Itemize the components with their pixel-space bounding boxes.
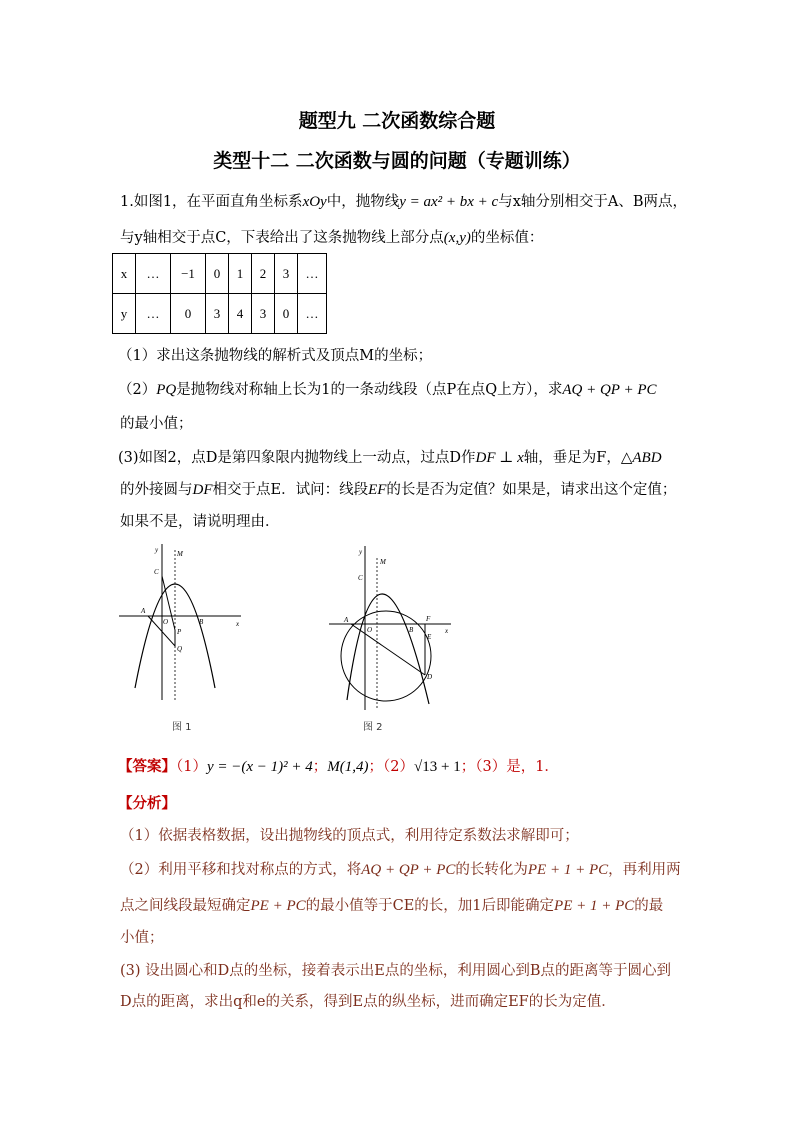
figure-1 [115, 540, 250, 715]
table-row-x: x … −1 0 1 2 3 … [113, 254, 327, 294]
problem-line-1: 1.如图1，在平面直角坐标系xOy中，抛物线y = ax² + bx + c与x轴分别相交于A、B两点， [120, 194, 688, 210]
question-2-cont: 的最小值； [120, 416, 193, 432]
svg-text:P: P [177, 628, 182, 636]
svg-text:M: M [380, 558, 386, 566]
analysis-2-line-3: 小值； [120, 930, 164, 946]
question-3-line-2: 的外接圆与DF相交于点E．试问：线段EF的长是否为定值？如果是，请求出这个定值； [120, 482, 677, 498]
svg-text:C: C [154, 568, 159, 576]
question-3: (3)如图2，点D是第四象限内抛物线上一动点，过点D作DF ⊥ x轴，垂足为F，△ABD [118, 450, 662, 466]
main-title: 题型九 二次函数综合题 [298, 110, 496, 132]
svg-text:A: A [141, 607, 146, 615]
svg-text:F: F [426, 615, 431, 623]
svg-text:E: E [427, 633, 432, 641]
svg-text:Q: Q [177, 645, 183, 653]
problem-line-2: 与y轴相交于点C，下表给出了这条抛物线上部分点(x,y)的坐标值： [120, 230, 544, 246]
svg-text:x: x [445, 627, 449, 635]
svg-text:O: O [163, 618, 169, 626]
svg-text:C: C [358, 574, 363, 582]
question-1: （1）求出这条抛物线的解析式及顶点M的坐标； [118, 348, 433, 364]
svg-text:O: O [367, 626, 373, 634]
analysis-1: （1）依据表格数据，设出抛物线的顶点式，利用待定系数法求解即可； [120, 828, 579, 844]
question-3-line-3: 如果不是，请说明理由． [120, 514, 280, 530]
analysis-3: (3) 设出圆心和D点的坐标，接着表示出E点的坐标，利用圆心到B点的距离等于圆心到 [120, 963, 672, 979]
answer-line: 【答案】（1）y = −(x − 1)² + 4；M(1,4)；（2）√13 + 1；（3）是，1． [118, 759, 559, 775]
svg-text:D: D [427, 673, 433, 681]
analysis-3-line-2: D点的距离，求出q和e的关系，得到E点的纵坐标，进而确定EF的长为定值． [120, 994, 616, 1010]
analysis-2-line-2: 点之间线段最短确定PE + PC的最小值等于CE的长，加1后即能确定PE + 1 + PC的最 [120, 898, 664, 914]
svg-text:y: y [359, 548, 363, 556]
analysis-label: 【分析】 [118, 796, 176, 812]
svg-text:x: x [236, 620, 240, 628]
svg-text:B: B [409, 626, 414, 634]
sub-title: 类型十二 二次函数与圆的问题（专题训练） [213, 150, 581, 172]
figure-2-caption: 图 2 [363, 722, 383, 733]
figure-1-caption: 图 1 [172, 722, 192, 733]
table-row-y: y … 0 3 4 3 0 … [113, 294, 327, 334]
figure-2 [325, 540, 460, 715]
svg-text:y: y [155, 546, 159, 554]
analysis-2: （2）利用平移和找对称点的方式，将AQ + QP + PC的长转化为PE + 1 + PC，再利用两 [120, 862, 681, 878]
svg-text:B: B [199, 618, 204, 626]
svg-text:A: A [344, 616, 349, 624]
question-2: （2）PQ是抛物线对称轴上长为1的一条动线段（点P在点Q上方），求AQ + QP + PC [118, 382, 657, 398]
answer-label: 【答案】 [118, 759, 176, 775]
coordinate-table [112, 253, 327, 334]
svg-text:M: M [177, 550, 183, 558]
